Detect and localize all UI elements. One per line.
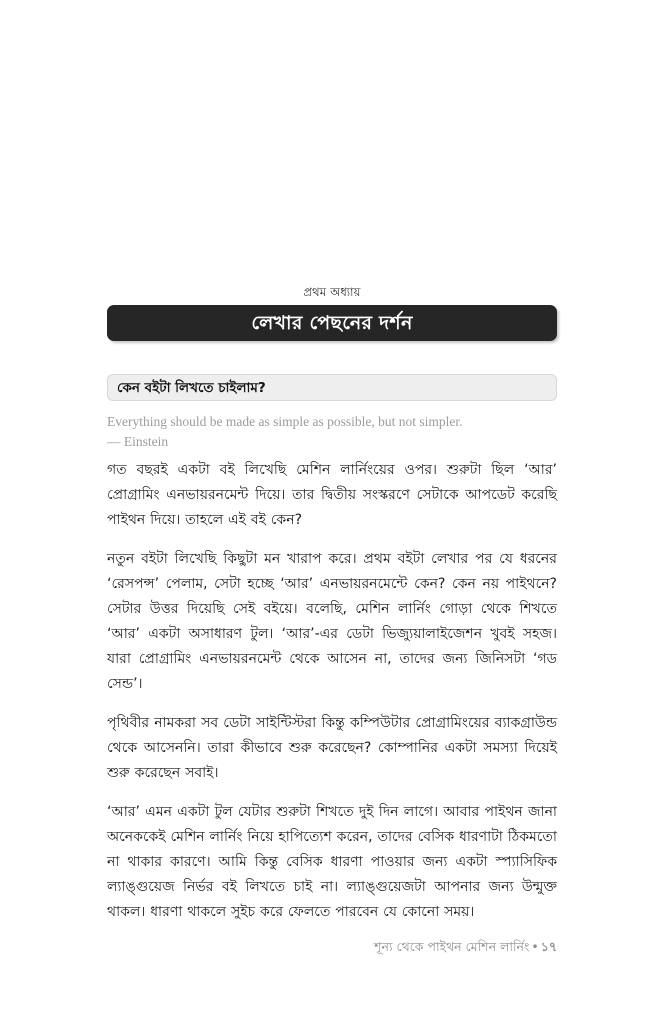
footer-separator: • [531, 939, 539, 954]
chapter-eyebrow: প্রথম অধ্যায় [303, 285, 361, 299]
chapter-title: লেখার পেছনের দর্শন [251, 312, 413, 334]
section-heading-box [107, 374, 557, 401]
epigraph-text: Everything should be made as simple as possible, but not simpler. [107, 414, 463, 429]
paragraph: নতুন বইটা লিখেছি কিছুটা মন খারাপ করে। প্রথম বইটা লেখার পর যে ধরনের ‘রেসপন্স’ পেলাম, সেটা হচ্ছে ‘আর’ এনভায়রনমেন্টে কেন? কেন নয় পাইথনে? সেটার উত্তর দিয়েছি সেই বইয়ে। বলেছি, মেশিন লার্নিং গোড়া থেকে শিখতে ‘আর’ একটা অসাধারণ টুল। ‘আর’-এর ডেটা ভিজ্যুয়ালাইজেশন খুবই সহজ। যারা প্রোগ্রামিং এনভায়রনমেন্ট থেকে আসেন না, তাদের জন্য জিনিসটা ‘গড সেন্ড’। [107, 551, 557, 692]
epigraph-dash: — [107, 434, 121, 449]
body-text [107, 458, 557, 925]
page-number: ১৭ [540, 939, 557, 954]
epigraph [107, 412, 557, 452]
paragraph: ‘আর’ এমন একটা টুল যেটার শুরুটা শিখতে দুই দিন লাগে। আবার পাইথন জানা অনেককেই মেশিন লার্নিং নিয়ে হাপিত্যেশ করেন, তাদের বেসিক ধারণাটা ঠিকমতো না থাকার কারণে। আমি কিন্তু বেসিক ধারণা পাওয়ার জন্য একটা স্প্যাসিফিক ল্যাঙ্গুয়েজ নির্ভর বই লিখতে চাই না। ল্যাঙ্গুয়েজটা আপনার জন্য উন্মুক্ত থাকল। ধারণা থাকলে সুইচ করে ফেলতে পারবেন যে কোনো সময়। [107, 804, 557, 920]
footer-book-title: শূন্য থেকে পাইথন মেশিন লার্নিং [374, 939, 530, 954]
epigraph-attribution [107, 432, 557, 452]
section-heading: কেন বইটা লিখতে চাইলাম? [117, 379, 266, 396]
paragraph: গত বছরই একটা বই লিখেছি মেশিন লার্নিংয়ের ওপর। শুরুটা ছিল ‘আর’ প্রোগ্রামিং এনভায়রনমেন্ট দিয়ে। তার দ্বিতীয় সংস্করণে সেটাকে আপডেট করেছি পাইথন দিয়ে। তাহলে এই বই কেন? [107, 462, 557, 528]
paragraph: পৃথিবীর নামকরা সব ডেটা সাইন্টিস্টরা কিন্তু কম্পিউটার প্রোগ্রামিংয়ের ব্যাকগ্রাউন্ড থেকে আসেননি। তারা কীভাবে শুরু করেছেন? কোম্পানির একটা সমস্যা দিয়েই শুরু করেছেন সবাই। [107, 715, 557, 781]
page-footer [107, 938, 557, 955]
epigraph-author: Einstein [123, 434, 169, 449]
chapter-title-banner [107, 305, 557, 341]
